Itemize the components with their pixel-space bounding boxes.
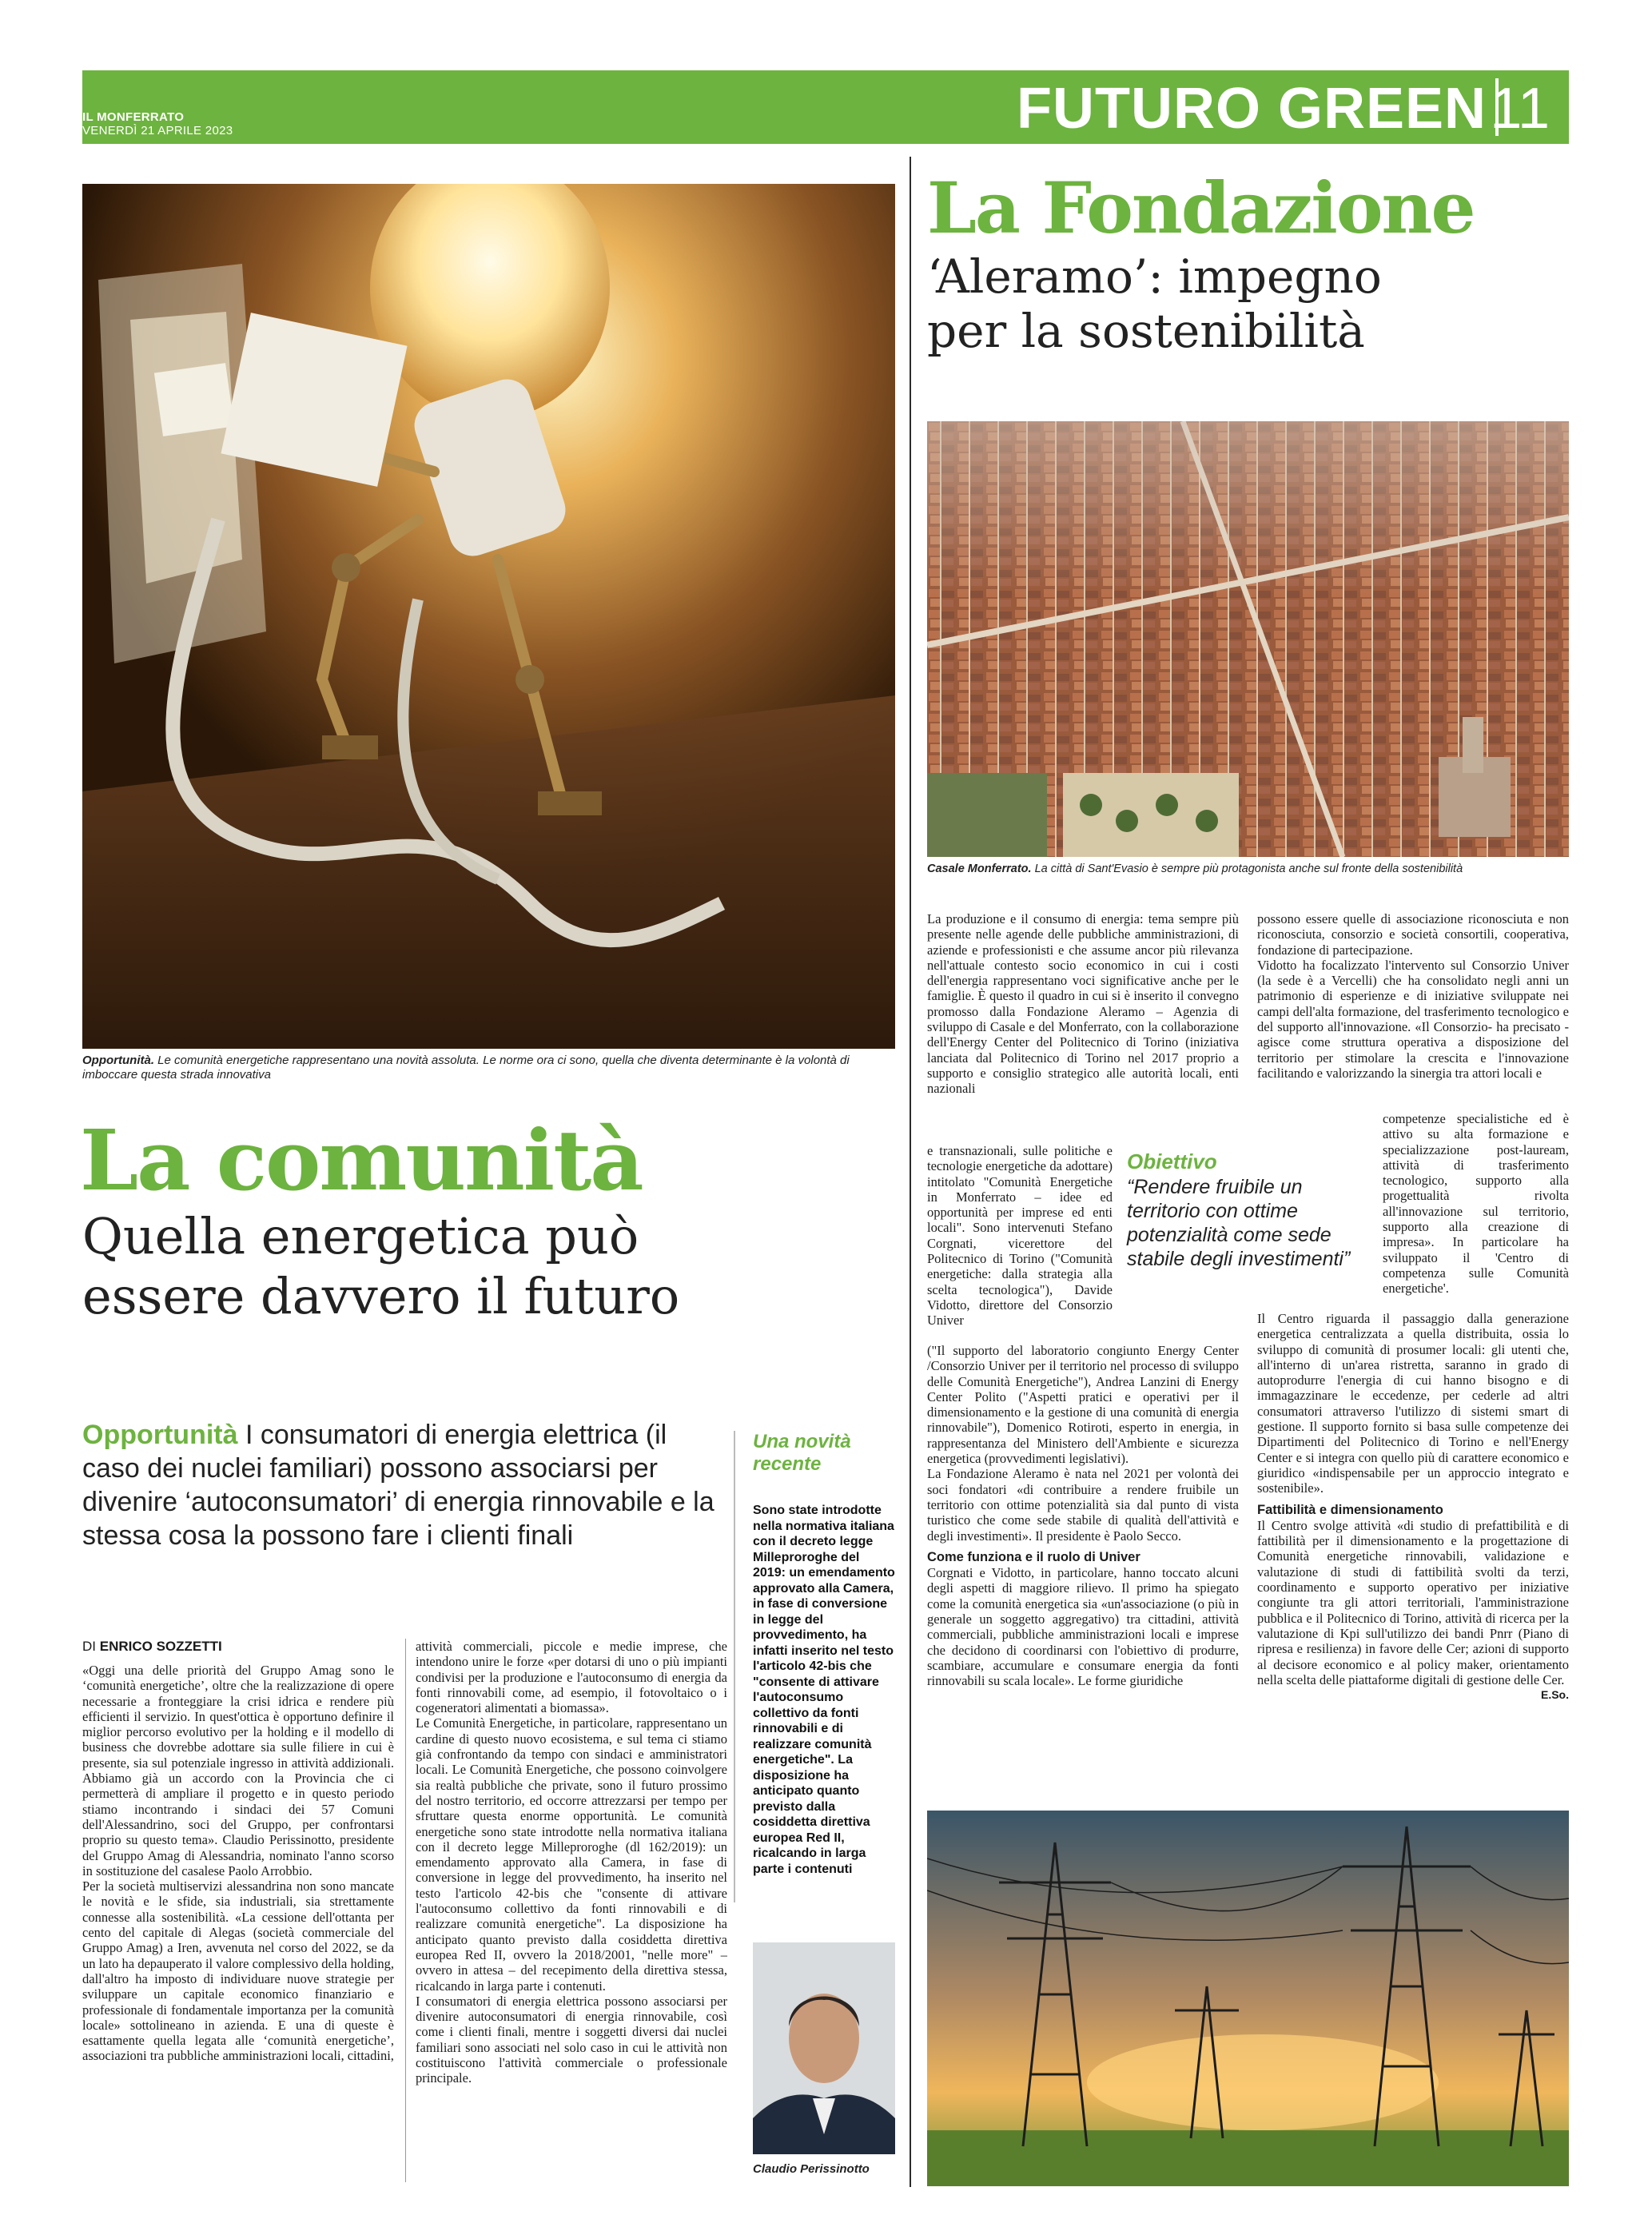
- city-rooftops-image: [927, 421, 1569, 857]
- right-col1-intro: La produzione e il consumo di energia: tema sempre più presente nelle agende delle pubbliche amministrazioni, di aziende e professionisti e che assume ancor più rilevanza nell'attuale contesto socio economico in cui i costi dell'energia rappresentano voci significative anche per le famiglie. È questo il quadro in cui si è inserito il convegno promosso dalla Fondazione Aleramo – Agenzia di sviluppo di Casale e del Monferrato, con la collaborazione dell'Energy Center del Politecnico di Torino (iniziativa lanciata dal Politecnico di Torino nel 2017 proprio a supporto e consiglio strategico alle autorità locali, enti nazionali: [927, 911, 1239, 1097]
- lightbulb-robot-illustration: [82, 184, 895, 1049]
- right-col1-narrow-text: e transnazionali, sulle politiche e tecnologie energetiche da adottare) intitolato "Comunità Energetiche in Monferrato – idee ed opportunità per imprese ed enti locali". Sono intervenuti Stefano Corgnati, vicerettore del Politecnico di Torino ("Comunità energetiche: dalla strategia alla scelta tecnologica"), Davide Vidotto, direttore del Consorzio Univer: [927, 1143, 1113, 1329]
- section-header: [82, 70, 1569, 144]
- left-headline: La comunità: [80, 1111, 643, 1209]
- right-column-2-narrow: [1383, 1111, 1569, 1311]
- right-col1-p3: Corgnati e Vidotto, in particolare, hanno toccato alcuni degli aspetti di maggiore rilievo. Il primo ha spiegato come la comunità energetica sia «un'associazione (o più in generale un soggetto aggregativo) tra cittadini, attività commerciali, pubbliche amministrazioni locali e imprese che decidono di coordinarsi con l'obiettivo di produrre, scambiare, accumulare e consumare energia da fonti rinnovabili su scala locale». Le forme giuridiche: [927, 1565, 1239, 1689]
- quote-title: Obiettivo: [1127, 1149, 1217, 1173]
- publication-info: [82, 110, 233, 137]
- left-col2-p1: attività commerciali, piccole e medie imprese, che intendono unire le forze «per dotarsi di uno o più impianti condivisi per la produzione e l'autoconsumo di energia da fonti rinnovabili come, ad esempio, il fotovoltaico o i cogeneratori alimentati a biomassa».: [416, 1639, 727, 1716]
- publication-date: VENERDÌ 21 APRILE 2023: [82, 124, 233, 137]
- left-col2-p2: Le Comunità Energetiche, in particolare, rappresentano un cardine di questo nuovo ecosistema, e sul tema ci stiamo già confrontando da tempo con sindaci e amministratori locali. Le Comunità Energetiche, che possono coinvolgere sia realtà pubbliche che private, sono il futuro prossimo del nostro territorio, ed occorre attrezzarsi per tempo per sfruttare questa enorme opportunità. Le comunità energetiche sono state introdotte nella normativa italiana con il decreto legge Milleproroghe (dl 162/2019): un emendamento approvato alla Camera, in fase di conversione in legge del provvedimento, ha inserito nel testo l'articolo 42-bis che "consente di attivare l'autoconsumo collettivo da fonti rinnovabili e di realizzare comunità energetiche". La disposizione ha anticipato quanto previsto dalla cosiddetta direttiva europea Red II, ovvero la 2018/2001, "nelle more" – ovvero in attesa – del recepimento della direttiva stessa, ricalcando in larga parte i contenuti.: [416, 1715, 727, 1994]
- right-column-2-bottom: [1257, 1311, 1569, 1799]
- right-subtitle-1: ‘Aleramo’: impegno: [927, 249, 1382, 304]
- left-column-2: [416, 1639, 727, 2182]
- right-column-1-narrow: [927, 1143, 1113, 1343]
- column-divider: [910, 157, 911, 2187]
- power-lines-photo: [927, 1811, 1569, 2186]
- signature: E.So.: [1540, 1688, 1569, 1702]
- right-column-1-bottom: [927, 1343, 1239, 1799]
- electricity-pylons-image: [927, 1811, 1569, 2186]
- sidebar-text: Sono state introdotte nella normativa italiana con il decreto legge Milleproroghe del 2019: un emendamento approvato alla Camera, in fase di conversione in legge del provvedimento, ha infatti inserito nel testo l'articolo 42-bis che "consente di attivare l'autoconsumo collettivo da fonti rinnovabili e di realizzare comunità energetiche". La disposizione ha anticipato quanto previsto dalla cosiddetta direttiva europea Red II, ricalcando in larga parte i contenuti: [753, 1504, 895, 1876]
- city-aerial-photo: [927, 421, 1569, 857]
- caption-text-right: La città di Sant'Evasio è sempre più protagonista anche sul fronte della sostenibilità: [1034, 863, 1463, 875]
- right-column-2-top: [1257, 911, 1569, 1111]
- page-number: 11: [1490, 77, 1550, 141]
- left-lead: [82, 1418, 722, 1552]
- left-subtitle-2: essere davvero il futuro: [82, 1267, 680, 1325]
- byline: [82, 1639, 222, 1655]
- right-col2-subhead: Fattibilità e dimensionamento: [1257, 1502, 1443, 1517]
- lead-label: Opportunità: [82, 1420, 238, 1450]
- left-subtitle-1: Quella energetica può: [82, 1207, 639, 1265]
- byline-prefix: DI: [82, 1639, 96, 1654]
- portrait-image: [753, 1942, 895, 2154]
- right-col2-p4: Il Centro svolge attività «di studio di prefattibilità e di fattibilità per il dimensionamento e la progettazione di Comunità energetiche rinnovabili, validazione e valutazione di studi di fattibilità svolti da terzi, coordinamento e supporto operativo per iniziative congiunte tra gli attori territoriali, l'amministrazione pubblica e il Politecnico di Torino, attività di ricerca per la valutazione di Kpi sull'utilizzo dei bandi Pnrr (Piano di ripresa e resilienza) in favore delle Cer; azioni di supporto al decisore economico e al policy maker, orientamento nella scelta delle piattaforme digitali di gestione delle Cer.: [1257, 1517, 1569, 1687]
- left-col1-p2: Per la società multiservizi alessandrina non sono mancate le novità e le sfide, sia industriali, sia strettamente connesse alla sostenibilità. «La cessione dell'ottanta per cento del capitale di Alegas (società commerciale del Gruppo Amag) a Iren, avvenuta nel corso del 2022, se da un lato ha depauperato il valore complessivo della holding, dall'altro ha imposto di individuare nuove strategie per sviluppare un capitale economico finanziario e professionale di fondamentale importanza per la comunità locale» sottolineano in azienda. E una di queste è esattamente quella legata alle ‘comunità energetiche’, associazioni tra pubbliche amministrazioni locali, cittadini,: [82, 1878, 394, 2064]
- lightbulb-photo: [82, 184, 895, 1049]
- photo-caption-left: [82, 1054, 895, 1082]
- sidebar-divider: [734, 1431, 735, 1902]
- lead-text: I consumatori di energia elettrica (il caso dei nuclei familiari) possono associarsi per divenire ‘autoconsumatori’ di energia rinnovabile e la stessa cosa la possono fare i clienti finali: [82, 1420, 715, 1551]
- portrait-photo: [753, 1942, 895, 2154]
- portrait-caption: Claudio Perissinotto: [753, 2162, 870, 2176]
- left-col2-p3: I consumatori di energia elettrica possono associarsi per divenire autoconsumatori di energia rinnovabile, così come i clienti finali, mentre i soggetti diversi dai nuclei familiari sono associati nel solo caso in cui le attività non costituiscono l'attività commerciale o professionale principale.: [416, 1993, 727, 2086]
- right-col2-p3: Il Centro riguarda il passaggio dalla generazione energetica centralizzata a quella distribuita, ossia lo sviluppo di comunità di prosumer locali: gli utenti che, all'interno di un'area ristretta, saranno in grado di autoprodurre l'energia di cui hanno bisogno e di immagazzinare le eccedenze, per cederle ad altri consumatori attraverso l'utilizzo di sistemi smart di gestione. Il supporto fornito si basa sulle competenze dei Dipartimenti del Politecnico di Torino e nell'Energy Center e si integra con quello più di carattere economico e giuridico «indispensabile per un approccio integrato e sostenibile».: [1257, 1311, 1569, 1496]
- section-title: FUTURO GREEN: [1017, 77, 1487, 141]
- right-col1-bottom-text: ("Il supporto del laboratorio congiunto Energy Center /Consorzio Univer per il territorio nel processo di sviluppo delle Comunità Energetiche"), Andrea Lanzini di Energy Center Polito ("Aspetti pratici e operativi per il dimensionamento e la gestione di una comunità di energia rinnovabile"), Domenico Rotiroti, esperto in energia, in rappresentanza del Ministero dell'Ambiente e sicurezza energetica (provvedimenti legislativi).: [927, 1343, 1239, 1467]
- caption-label: Opportunità.: [82, 1054, 154, 1067]
- right-col2-narrow-text: competenze specialistiche ed è attivo su alta formazione e specializzazione post-lauream, attività di trasferimento tecnologico, supporto alla progettualità rivolta all'innovazione sul territorio, supporto alla creazione di impresa». In particolare ha sviluppato il 'Centro di competenza sulle Comunità energetiche'.: [1383, 1111, 1569, 1297]
- byline-author: ENRICO SOZZETTI: [99, 1639, 222, 1654]
- left-column-rule: [405, 1639, 406, 2182]
- sidebar-title: Una novità recente: [753, 1431, 851, 1475]
- right-col2-p1: possono essere quelle di associazione riconosciuta e non riconosciuta, consorzio e società consortili, cooperativa, fondazione di partecipazione.: [1257, 911, 1569, 958]
- right-column-1-top: [927, 911, 1239, 1143]
- publication-name: IL MONFERRATO: [82, 110, 185, 124]
- caption-text: Le comunità energetiche rappresentano una novità assoluta. Le norme ora ci sono, quella che diventa determinante è la volontà di imboccare questa strada innovativa: [82, 1054, 850, 1082]
- photo-caption-right: [927, 862, 1569, 876]
- left-col1-p1: «Oggi una delle priorità del Gruppo Amag sono le ‘comunità energetiche’, oltre che la realizzazione di opere necessarie a fronteggiare la crisi idrica e rendere più efficienti il servizio. In quest'ottica è opportuno definire il miglior percorso evolutivo per la holding e il modello di business che dovrebbe adottare sia sulle filiere in cui è presente, sia sul potenziale ingresso in attività addizionali. Abbiamo già un accordo con la Provincia che ci permetterà di ampliare il progetto e in questo periodo stiamo incontrando i sindaci dei 57 Comuni dell'Alessandrino, soci del Gruppo, per confrontarsi proprio su questo tema». Claudio Perissinotto, presidente del Gruppo Amag di Alessandria, nominato l'anno scorso in sostituzione del casalese Paolo Arrobbio.: [82, 1663, 394, 1878]
- right-col1-subhead: Come funziona e il ruolo di Univer: [927, 1549, 1140, 1564]
- quote-text: “Rendere fruibile un territorio con ottime potenzialità come sede stabile degli investimenti”: [1127, 1176, 1351, 1270]
- right-subtitle-2: per la sostenibilità: [927, 304, 1365, 358]
- caption-label-right: Casale Monferrato.: [927, 863, 1032, 875]
- right-col2-p2a: Vidotto ha focalizzato l'intervento sul Consorzio Univer (la sede è a Vercelli) che ha consolidato negli anni un patrimonio di esperienze e di iniziative sviluppate nei campi dell'alta formazione, del trasferimento tecnologico e del supporto all'innovazione. «Il Consorzio- ha precisato - agisce come struttura operativa a disposizione del territorio per stimolare la crescita e l'innovazione facilitando e valorizzando la sinergia tra attori locali e: [1257, 957, 1569, 1081]
- right-col1-p2: La Fondazione Aleramo è nata nel 2021 per volontà dei soci fondatori «di contribuire a rendere fruibile un territorio con ottime potenzialità sia dal punto di vista turistico che come sede stabile di qualità dell'attività e degli investimenti». Il presidente è Paolo Secco.: [927, 1466, 1239, 1544]
- right-headline: La Fondazione: [927, 166, 1475, 249]
- left-column-1: [82, 1663, 394, 2182]
